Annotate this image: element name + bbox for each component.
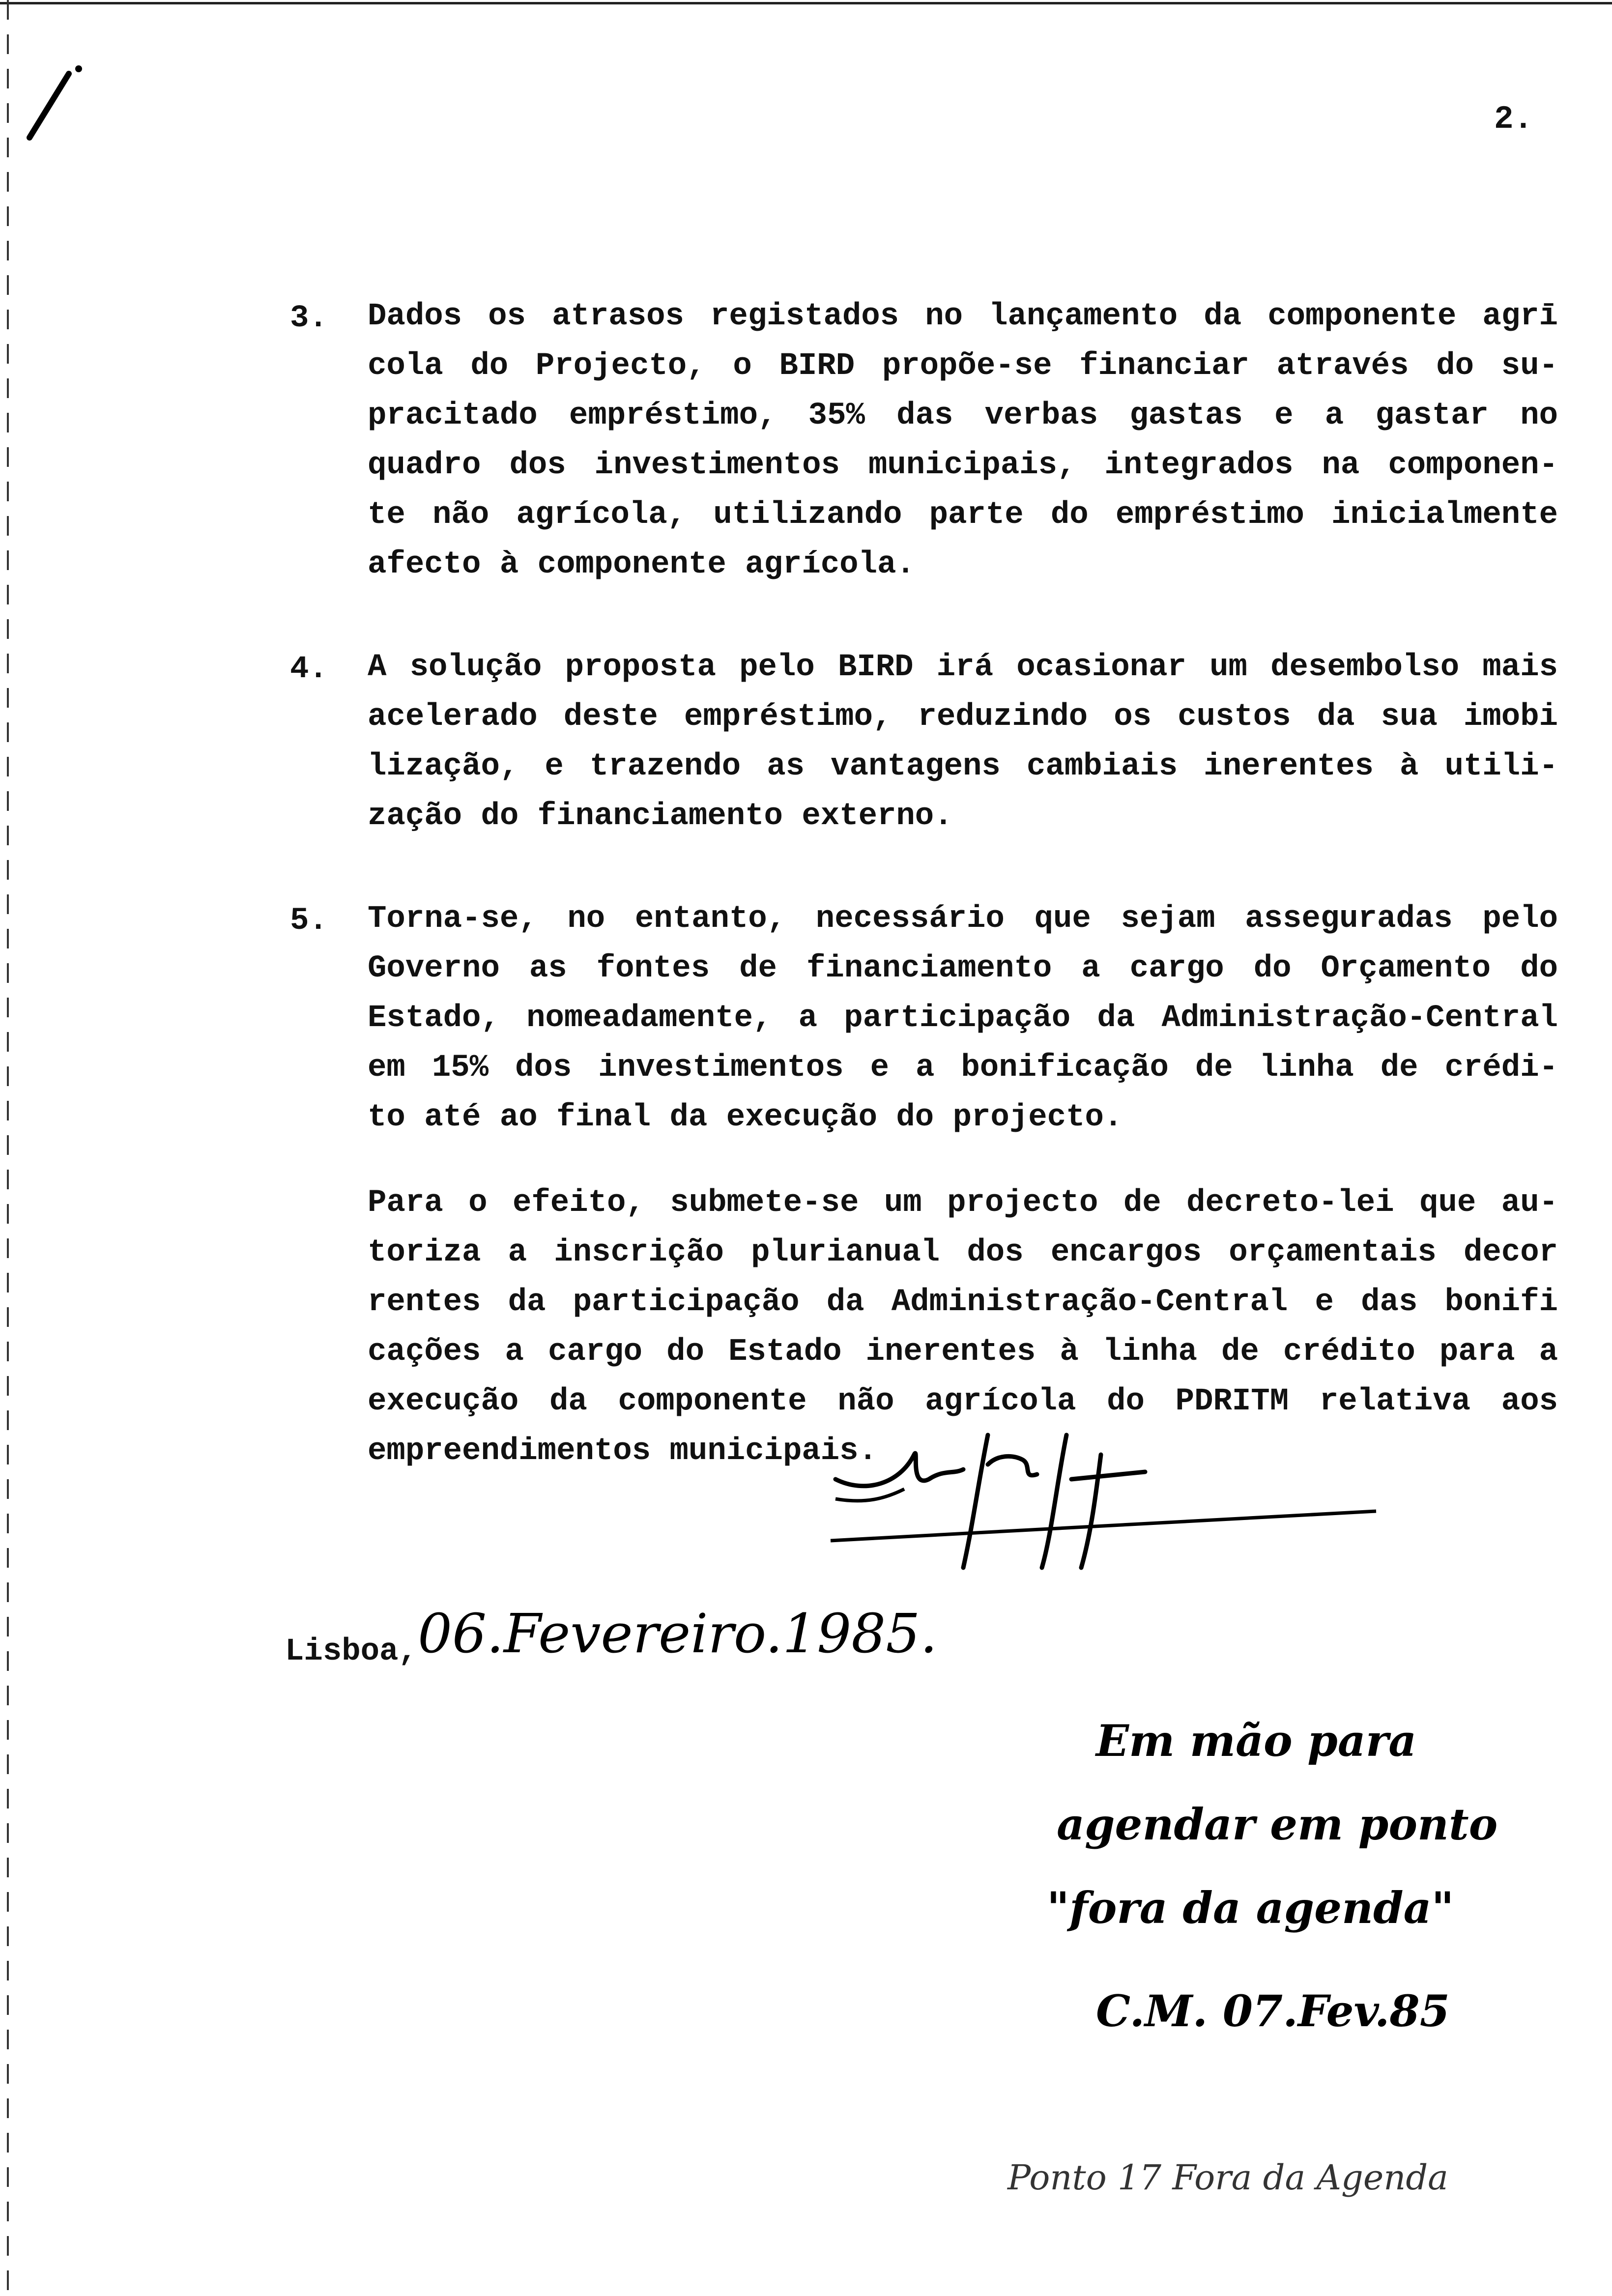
text-line: cola do Projecto, o BIRD propõe-se financiar através do su- bbox=[368, 348, 1558, 384]
handwritten-note-line: agendar em ponto bbox=[1057, 1799, 1498, 1850]
text-line: Dados os atrasos registados no lançamento da componente agrī bbox=[368, 299, 1558, 334]
left-edge-scan-mark bbox=[7, 0, 9, 2296]
top-border-line bbox=[0, 2, 1612, 4]
text-line: lização, e trazendo as vantagens cambiais inerentes à utili- bbox=[368, 749, 1558, 784]
page-number: 2. bbox=[1494, 101, 1533, 138]
text-line: Governo as fontes de financiamento a cargo do Orçamento do bbox=[368, 951, 1558, 986]
handwritten-date: 06.Fevereiro.1985. bbox=[418, 1602, 938, 1665]
text-line: em 15% dos investimentos e a bonificação de linha de crédi- bbox=[368, 1050, 1558, 1086]
text-line: Para o efeito, submete-se um projecto de decreto-lei que au- bbox=[368, 1185, 1558, 1221]
signature bbox=[826, 1425, 1391, 1573]
text-line: quadro dos investimentos municipais, integrados na componen- bbox=[368, 448, 1558, 483]
text-line: Torna-se, no entanto, necessário que sejam asseguradas pelo bbox=[368, 901, 1558, 937]
text-line: to até ao final da execução do projecto. bbox=[368, 1100, 1123, 1135]
pencil-note: Ponto 17 Fora da Agenda bbox=[1008, 2157, 1448, 2198]
paragraph-number: 4. bbox=[290, 652, 328, 687]
text-line: zação do financiamento externo. bbox=[368, 799, 953, 834]
place-label: Lisboa, bbox=[285, 1634, 417, 1669]
text-line: afecto à componente agrícola. bbox=[368, 547, 915, 582]
handwritten-note-line: C.M. 07.Fev.85 bbox=[1096, 1985, 1450, 2037]
text-line: acelerado deste empréstimo, reduzindo os custos da sua imobi bbox=[368, 699, 1558, 735]
text-line: pracitado empréstimo, 35% das verbas gastas e a gastar no bbox=[368, 398, 1558, 433]
text-line: Estado, nomeadamente, a participação da Administração-Central bbox=[368, 1001, 1558, 1036]
handwritten-note-line: Em mão para bbox=[1096, 1715, 1417, 1766]
text-line: empreendimentos municipais. bbox=[368, 1434, 877, 1469]
text-line: te não agrícola, utilizando parte do empréstimo inicialmente bbox=[368, 497, 1558, 533]
paragraph-number: 5. bbox=[290, 903, 328, 939]
corner-pen-mark bbox=[10, 54, 88, 152]
text-line: rentes da participação da Administração-Central e das bonifi bbox=[368, 1285, 1558, 1320]
text-line: toriza a inscrição plurianual dos encargos orçamentais decor bbox=[368, 1235, 1558, 1270]
paragraph-number: 3. bbox=[290, 301, 328, 336]
text-line: execução da componente não agrícola do PDRITM relativa aos bbox=[368, 1384, 1558, 1419]
text-line: cações a cargo do Estado inerentes à linha de crédito para a bbox=[368, 1334, 1558, 1370]
handwritten-note-line: "fora da agenda" bbox=[1047, 1882, 1454, 1933]
text-line: A solução proposta pelo BIRD irá ocasionar um desembolso mais bbox=[368, 650, 1558, 685]
